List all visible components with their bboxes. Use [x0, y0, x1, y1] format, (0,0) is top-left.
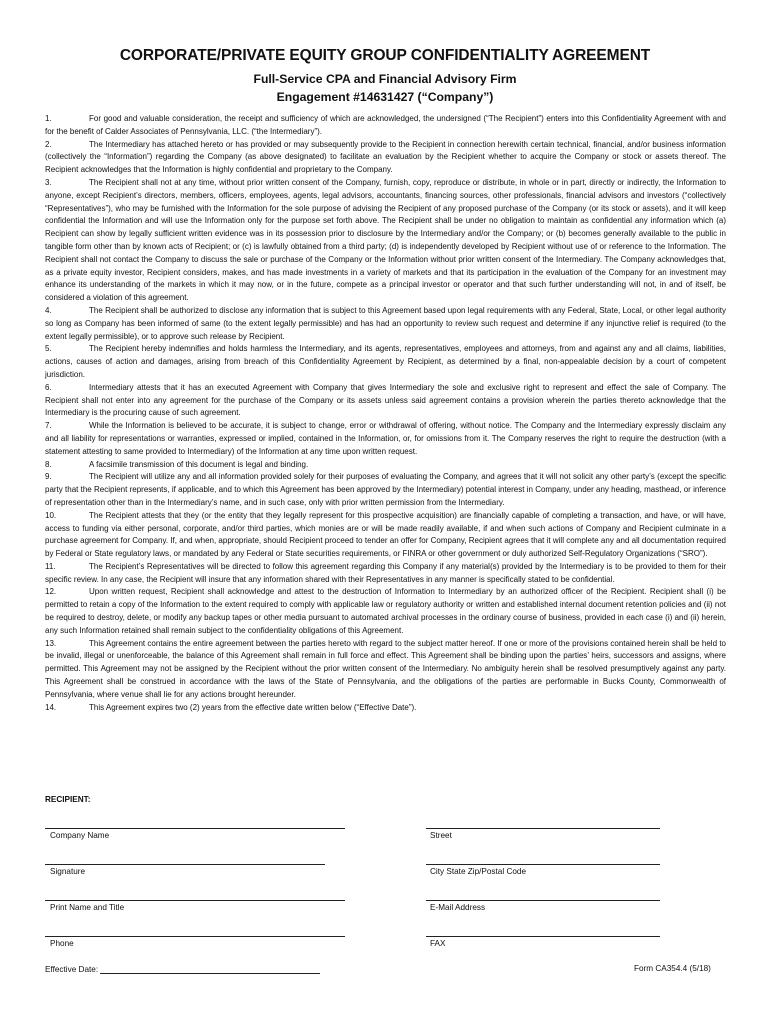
clause-number: 10. [45, 510, 57, 520]
effective-date-field [45, 964, 320, 974]
company-name-line[interactable] [45, 828, 345, 829]
clause-text: The Recipient shall be authorized to disclose any information that is subject to this Agreement based upon legal requirements with any Federal, State, Local, or other legal authority so long as Company has been informed of same (to the extent legally permissible) and has had an opportunity to review such request and determine if any injunctive relief is required (to the extent legally permissible), or to approve such release by Recipient. [45, 305, 726, 341]
city-state-zip-label: City State Zip/Postal Code [430, 867, 527, 876]
clause-paragraph [45, 139, 726, 177]
form-number: Form CA354.4 (5/18) [634, 964, 711, 973]
signature-label: Signature [50, 867, 86, 876]
clause-number: 4. [45, 305, 52, 315]
fax-line[interactable] [426, 936, 660, 937]
effective-date-label: Effective Date: [45, 965, 99, 974]
clause-paragraph [45, 471, 726, 509]
clause-number: 2. [45, 139, 52, 149]
clause-paragraph [45, 510, 726, 561]
clause-number: 3. [45, 177, 52, 187]
effective-date-line[interactable] [100, 964, 320, 974]
phone-line[interactable] [45, 936, 345, 937]
print-name-title-label: Print Name and Title [50, 903, 125, 912]
engagement-number: Engagement #14631427 (“Company”) [276, 90, 494, 104]
clause-text: This Agreement contains the entire agreement between the parties hereto with regard to the subject matter hereof. If one or more of the provisions contained herein shall be held to be invalid, illegal or unenforceable, the balance of this Agreement shall remain in full force and effect. This Agreement shall be binding upon the parties’ heirs, successors and assigns, where permitted. This Agreement may not be assigned by the Recipient without the prior written consent of the Intermediary. No ambiguity herein shall be resolved presumptively against any party. This Agreement shall be construed in accordance with the laws of the State of Pennsylvania, and the obligations of the parties are performable in Bucks County, Commonwealth of Pennsylvania, where venue shall lie for any actions brought hereunder. [45, 638, 726, 699]
clause-number: 6. [45, 382, 52, 392]
clause-paragraph [45, 420, 726, 458]
clause-paragraph [45, 305, 726, 343]
clause-text: The Recipient attests that they (or the entity that they legally represent for this prospective acquisition) are financially capable of completing a transaction, and have, or will have, access to funding via either personal, corporate, and/or third parties, which monies are or will be made readily available, if and when such actions of Company and Recipient culminate in a purchase agreement for Company. If, and when, appropriate, should Recipient proceed to tender an offer for Company, Recipient agrees that it will complete any and all documentation required by Federal or State regulatory laws, or mandated by any Federal or State securities requirements, or FINRA or other government or duly authorized Self-Regulatory Organizations (“SRO”). [45, 510, 726, 559]
agreement-clauses [45, 113, 726, 714]
fax-label: FAX [430, 939, 446, 948]
clause-paragraph [45, 177, 726, 305]
clause-paragraph [45, 113, 726, 139]
clause-text: Upon written request, Recipient shall acknowledge and attest to the destruction of Information to Intermediary by an authorized officer of the Recipient. Recipient shall (i) be permitted to retain a copy of the Information to the extent required to comply with applicable law or regulatory authority or written and established internal document retention policies and (ii) not be required to destroy, delete, or modify any backup tapes or other media pursuant to automated archival processes in the ordinary course of business, provided in each case (i) and (ii) herein, any such Information retained shall remain subject to the confidentiality obligations of this Agreement. [45, 587, 726, 635]
signature-line[interactable] [45, 864, 325, 865]
clause-text: The Recipient shall not at any time, without prior written consent of the Company, furnish, copy, reproduce or distribute, in whole or in part, directly or indirectly, the Information to anyone, except Recipient’s directors, members, officers, employees, agents, legal advisors, accountants, financing sources, other professionals, financial advisors and investors (“collectively “Representatives”), who may be furnished with the Information for the sole purpose of advising the Recipient of any proposed purchase of the Company (or its stock or assets), and it will keep confidential the Information and will use the Information only for the purpose set forth above. The Recipient shall be under no obligation to maintain as confidential any information which (a) Recipient can show by legally sufficient written evidence was in its possession prior to disclosure by the Intermediary and/or the Company; or (b) becomes generally available to the public in tangible form other than by known acts of Recipient; or (c) is lawfully obtained from a third party; (d) is independently developed by Recipient without use of or reference to the Information. The Recipient shall not contact the Company to discuss the sale or purchase of the Company or the Information without prior written consent of the Intermediary. The Company acknowledges that, as a private equity investor, Recipient considers, makes, and has made investments in a variety of markets and that its participation in the evaluation of the Company for an investment may enhance its understanding of the markets in which it may now, or in the future, compete as a principal investor or operator and that such further understanding will not, in and of itself, be considered a violation of this agreement. [45, 177, 726, 303]
clause-number: 9. [45, 472, 52, 482]
clause-number: 7. [45, 421, 52, 431]
clause-paragraph [45, 343, 726, 381]
clause-text: A facsimile transmission of this document is legal and binding. [89, 459, 309, 469]
clause-text: The Recipient will utilize any and all information provided solely for their purposes of evaluating the Company, and agrees that it will not solicit any other party’s (except the specific party that the Recipient represents, if applicable, and to which this Agreement has been approved by the Intermediary) potential interest in Company, under any heading, masthead, or inference of representation other than in the Intermediary’s name, and in such case, only with prior written permission from the Intermediary. [45, 472, 726, 507]
clause-number: 5. [45, 344, 52, 354]
clause-paragraph [45, 586, 726, 637]
city-state-zip-line[interactable] [426, 864, 660, 865]
document-subtitle: Full-Service CPA and Financial Advisory Firm [253, 72, 517, 86]
email-line[interactable] [426, 900, 660, 901]
clause-number: 8. [45, 459, 52, 469]
company-name-label: Company Name [50, 831, 110, 840]
clause-paragraph [45, 382, 726, 420]
clause-number: 14. [45, 702, 57, 712]
clause-text: For good and valuable consideration, the receipt and sufficiency of which are acknowledged, the undersigned (“The Recipient”) enters into this Confidentiality Agreement with and for the benefit of Calder Associates of Pennsylvania, LLC. (“the Intermediary”). [45, 114, 726, 136]
clause-text: The Intermediary has attached hereto or has provided or may subsequently provide to the Recipient in connection herewith certain technical, financial, and/or business information (collectively the “Information”) regarding the Company (as above designated) to facilitate an evaluation by the Recipient whether to acquire the Company or stock or assets thereof. The Recipient acknowledges that the Information is highly confidential and proprietary to the Company. [45, 139, 726, 175]
clause-number: 12. [45, 587, 57, 597]
clause-paragraph [45, 561, 726, 587]
clause-number: 13. [45, 638, 57, 648]
recipient-heading: RECIPIENT: [45, 795, 91, 804]
clause-paragraph [45, 459, 726, 472]
clause-text: The Recipient hereby indemnifies and holds harmless the Intermediary, and its agents, representatives, employees and attorneys, from and against any and all claims, liabilities, actions, causes of action and damages, arising from breach of this Confidentiality Agreement by Recipient, as determined by a final, non-appealable decision by a court of competent jurisdiction. [45, 344, 726, 379]
clause-text: The Recipient’s Representatives will be directed to follow this agreement regarding this Company if any material(s) provided by the Intermediary is to be provided to them for their specific review. In any case, the Recipient will insure that any information shared with their Representatives in any manner is specifically stated to be confidential. [45, 561, 726, 584]
clause-number: 11. [45, 561, 56, 571]
phone-label: Phone [50, 939, 74, 948]
clause-paragraph [45, 638, 726, 702]
clause-text: While the Information is believed to be accurate, it is subject to change, error or withdrawal of offering, without notice. The Company and the Intermediary expressly disclaim any and all liability for representations or warranties, expressed or implied, contained in the Information, or, for omissions from it. The Company reserves the right to require the destruction (with a statement attesting to same provided to Intermediary) of the Information at any time upon written request. [45, 421, 726, 456]
document-title: CORPORATE/PRIVATE EQUITY GROUP CONFIDENTIALITY AGREEMENT [119, 47, 651, 64]
email-label: E-Mail Address [430, 903, 486, 912]
clause-number: 1. [45, 114, 52, 123]
print-name-title-line[interactable] [45, 900, 345, 901]
clause-text: This Agreement expires two (2) years from the effective date written below (“Effective Date”). [89, 702, 417, 712]
clause-text: Intermediary attests that it has an executed Agreement with Company that gives Intermediary the sole and exclusive right to represent and effect the sale of Company. The Recipient shall not enter into any agreement for the purchase of the Company or its assets unless said agreement contains a provision wherein the parties thereto acknowledge that the Intermediary is the procuring cause of such agreement. [45, 382, 726, 418]
street-label: Street [430, 831, 452, 840]
street-line[interactable] [426, 828, 660, 829]
clause-paragraph [45, 702, 726, 715]
